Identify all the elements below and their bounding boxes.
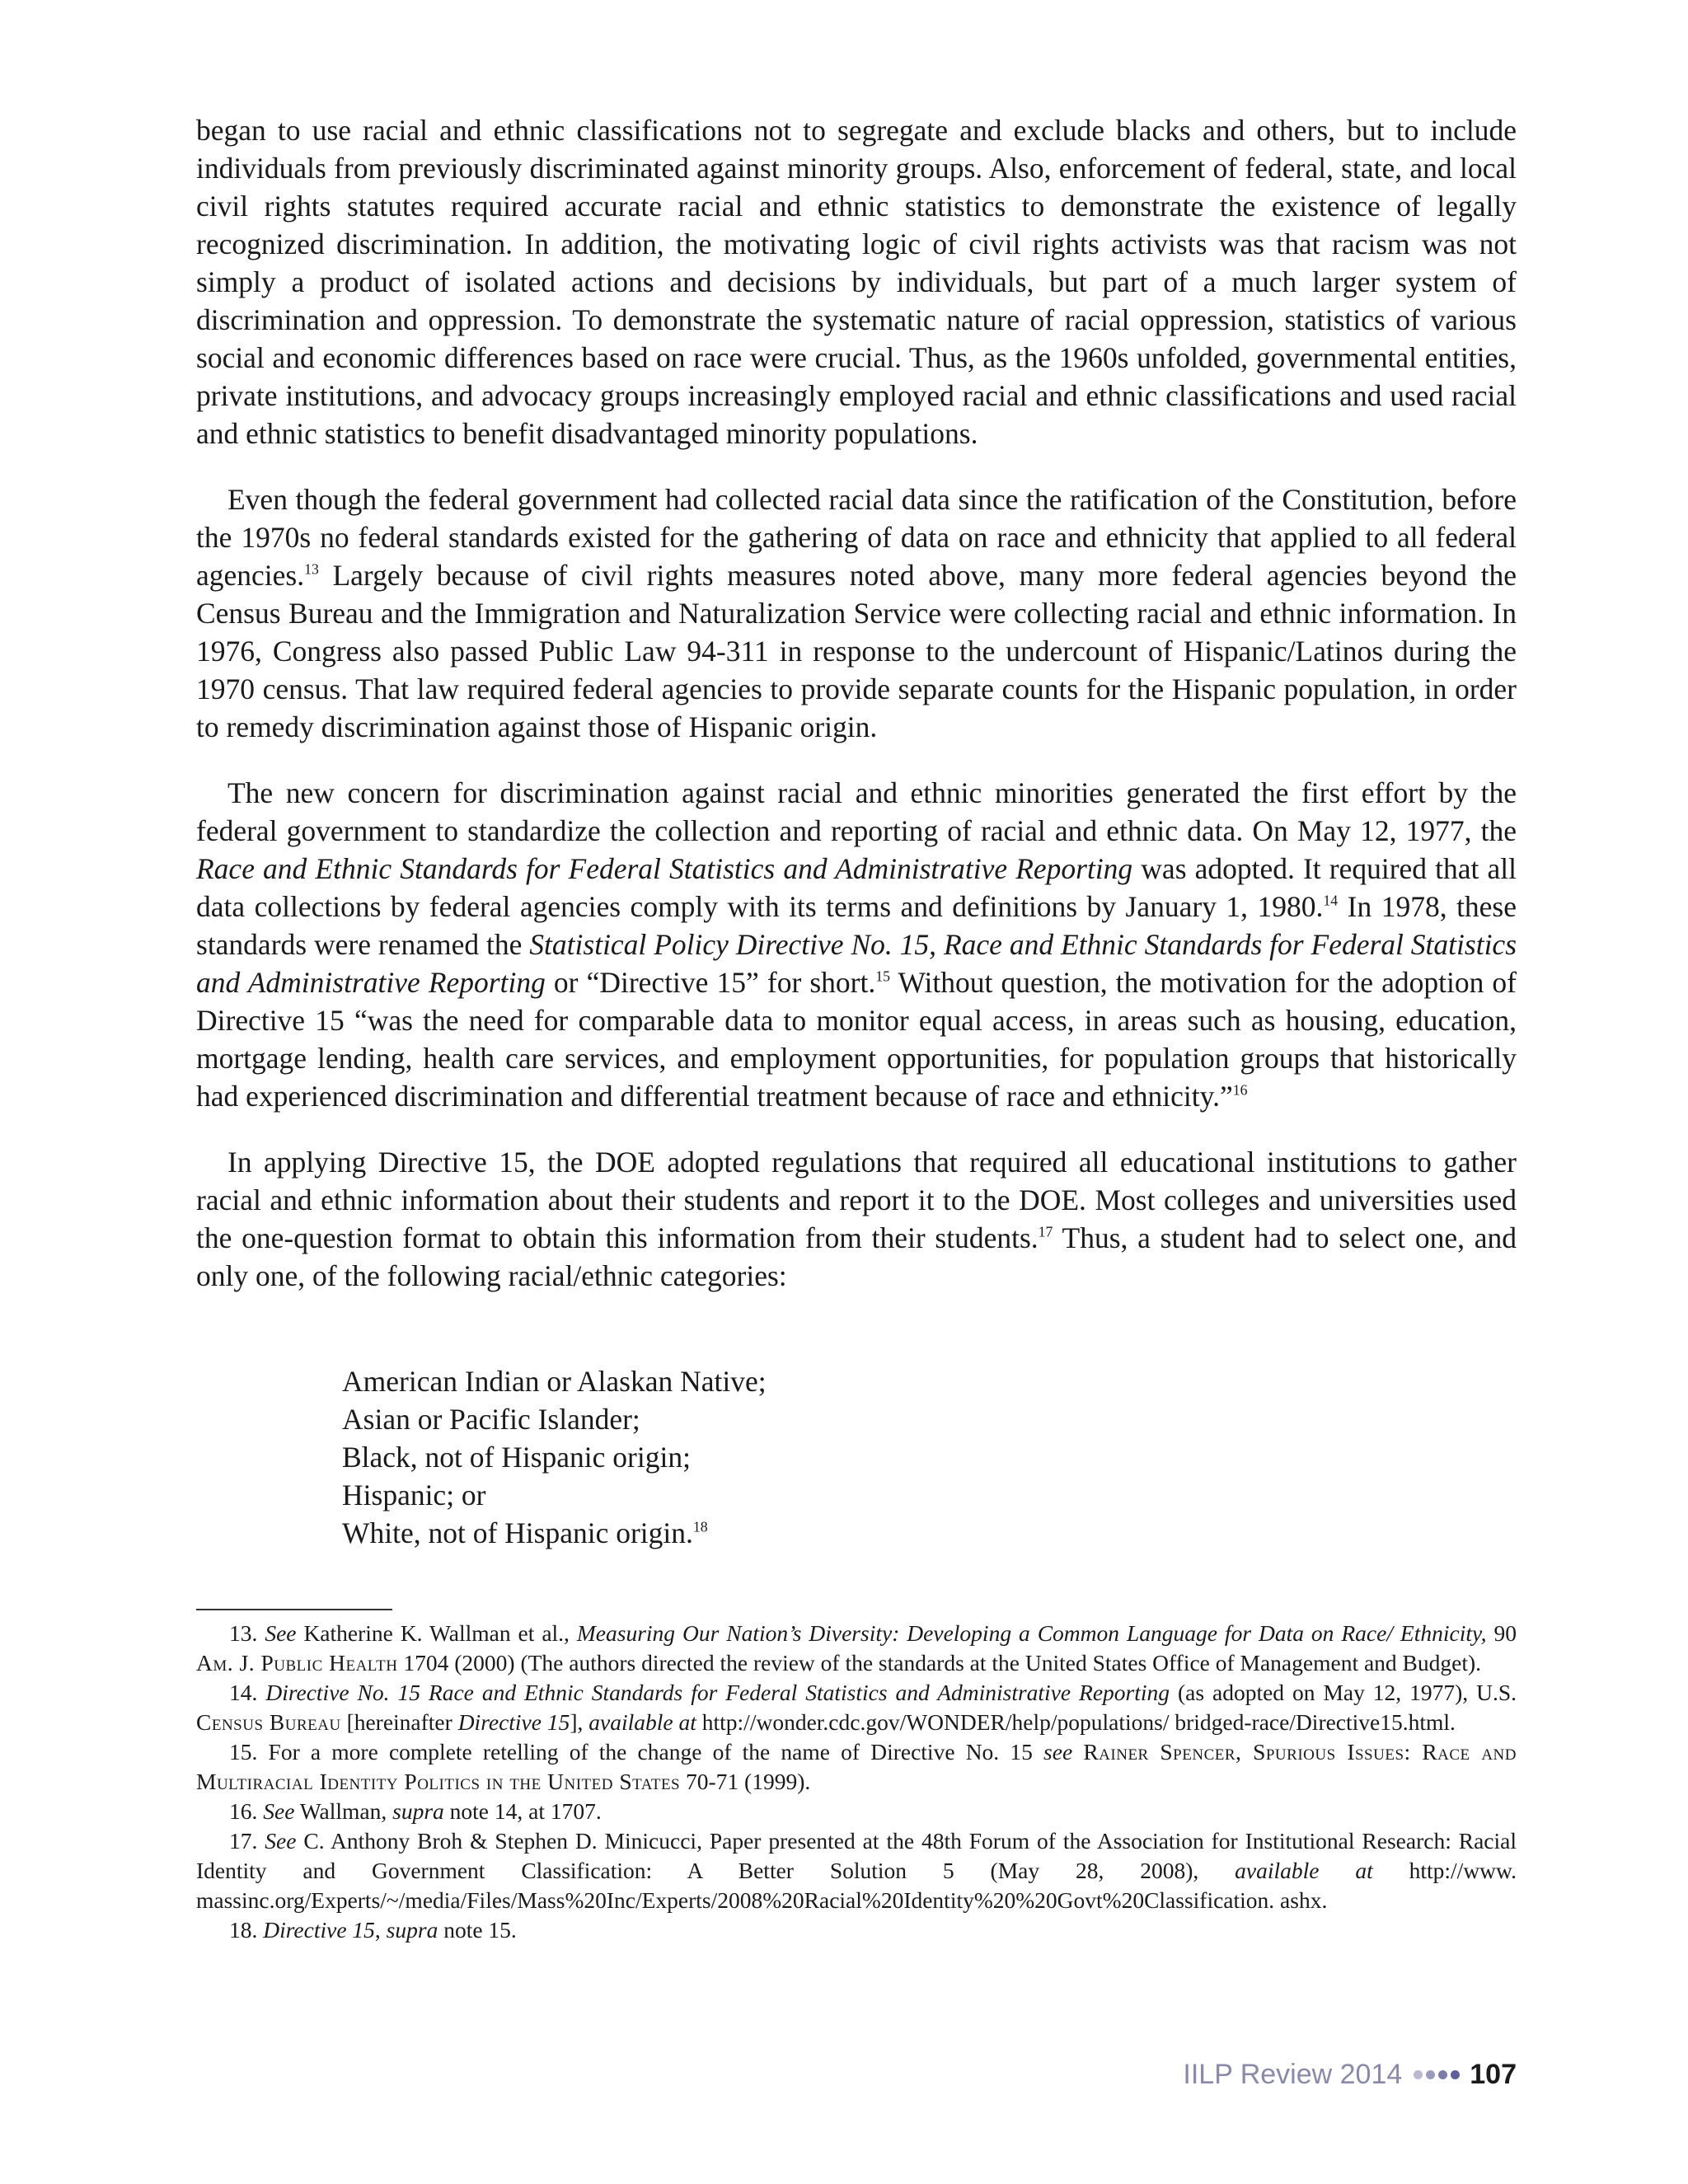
footnote-text: [hereinafter	[340, 1709, 458, 1735]
footnote-17	[196, 1826, 1517, 1915]
signal-available-at: available at	[1235, 1858, 1373, 1883]
category-item: Black, not of Hispanic origin;	[342, 1441, 691, 1474]
signal-see: See	[265, 1828, 297, 1854]
category-item: Hispanic; or	[342, 1479, 486, 1511]
dot-icon	[1414, 2070, 1423, 2079]
category-item: American Indian or Alaskan Native;	[342, 1365, 767, 1398]
footnote-number: 14.	[229, 1680, 266, 1705]
footnote-text: Katherine K. Wallman et al.,	[296, 1620, 577, 1646]
footnote-url[interactable]: http://wonder.cdc.gov/WONDER/help/populations/ bridged-race/Directive15.html.	[696, 1709, 1456, 1735]
footnote-number: 18.	[229, 1917, 264, 1943]
paragraph-3-text-b: was adopted. It required that all data collections by federal agencies comply with its terms and definitions by January 1, 1980.	[196, 852, 1517, 923]
article-title: Measuring Our Nation’s Diversity: Developing a Common Language for Data on Race/ Ethnicity,	[576, 1620, 1487, 1646]
signal-supra: supra	[392, 1798, 444, 1824]
footnote-ref-13[interactable]: 13	[304, 560, 319, 578]
footnote-text: note 14, at 1707.	[443, 1798, 602, 1824]
short-title: Directive 15	[457, 1709, 570, 1735]
signal-see: see	[1043, 1739, 1073, 1765]
document-title: Directive No. 15 Race and Ethnic Standards for Federal Statistics and Administrative Reporting	[265, 1680, 1170, 1705]
footnote-text: ],	[570, 1709, 589, 1735]
footnote-ref-14[interactable]: 14	[1323, 892, 1339, 909]
footnote-text: For a more complete retelling of the change of the name of Directive No. 15	[268, 1739, 1044, 1765]
category-item: Asian or Pacific Islander;	[342, 1403, 640, 1436]
footnote-ref-17[interactable]: 17	[1038, 1223, 1053, 1240]
footnote-ref-18[interactable]: 18	[692, 1518, 708, 1535]
footnote-number: 17.	[229, 1828, 265, 1854]
paragraph-4-text-a: In applying Directive 15, the DOE adopted regulations that required all educational institutions to gather racial and ethnic information about their students and report it to the DOE. Most colleges and universities used the one-question format to obtain this information from their students.	[196, 1146, 1517, 1254]
paragraph-3-text-d: or “Directive 15” for short.	[545, 966, 876, 999]
signal-available-at: available at	[588, 1709, 696, 1735]
paragraph-3-title-2: Statistical Policy Directive No. 15, Race and Ethnic Standards for Federal Statistics and Administrative Reporting	[196, 928, 1517, 999]
footnote-text: 90	[1486, 1620, 1517, 1646]
publication-name: IILP Review 2014	[1183, 2059, 1403, 2090]
journal-name: Am. J. Public Health	[196, 1650, 398, 1675]
organization-name: Census Bureau	[196, 1709, 341, 1735]
paragraph-1	[196, 111, 1517, 452]
signal-see: See	[263, 1798, 295, 1824]
dot-icon	[1451, 2070, 1460, 2079]
category-item-text: White, not of Hispanic origin.	[342, 1516, 693, 1549]
dot-icon	[1426, 2070, 1435, 2079]
footnote-number: 15.	[229, 1739, 269, 1765]
footnote-13	[196, 1619, 1517, 1678]
paragraph-4-text-b: Thus, a student had to select one, and only one, of the following racial/ethnic categories:	[196, 1221, 1517, 1292]
footnote-text: ,	[374, 1917, 387, 1943]
footnote-number: 13.	[229, 1620, 265, 1646]
paragraph-2-text-b: Largely because of civil rights measures noted above, many more federal agencies beyond the Census Bureau and the Immigration and Naturalization Service were collecting racial and ethnic information. In 1976, Congress also passed Public Law 94-311 in response to the undercount of Hispanic/Latinos during the 1970 census. That law required federal agencies to provide separate counts for the Hispanic population, in order to remedy discrimination against those of Hispanic origin.	[196, 559, 1517, 743]
footnote-text: C. Anthony Broh & Stephen D. Minicucci, Paper presented at the 48th Forum of the Association for Institutional Research: Racial Identity and Government Classification: A Better Solution 5 (May 28, 2008),	[196, 1828, 1517, 1883]
footnote-18	[196, 1915, 1517, 1945]
paragraph-3-text-a: The new concern for discrimination against racial and ethnic minorities generated the first effort by the federal government to standardize the collection and reporting of racial and ethnic data. On May 12, 1977, the	[196, 776, 1517, 847]
paragraph-3-title-1: Race and Ethnic Standards for Federal Statistics and Administrative Reporting	[196, 852, 1133, 885]
page-footer	[1183, 2059, 1517, 2091]
footnote-ref-16[interactable]: 16	[1232, 1081, 1248, 1099]
paragraph-3-text-e: Without question, the motivation for the adoption of Directive 15 “was the need for comparable data to monitor equal access, in areas such as housing, education, mortgage lending, health care services, and employment opportunities, for population groups that historically had experienced discrimination and differential treatment because of race and ethnicity.”	[196, 966, 1517, 1113]
footnote-text: note 15.	[438, 1917, 517, 1943]
category-item-last	[342, 1514, 767, 1552]
footnote-number: 16.	[229, 1798, 264, 1824]
paragraph-3	[196, 774, 1517, 1115]
paragraph-1-text: began to use racial and ethnic classifications not to segregate and exclude blacks and others, but to include individuals from previously discriminated against minority groups. Also, enforcement of federal, state, and local civil rights statutes required accurate racial and ethnic statistics to demonstrate the existence of legally recognized discrimination. In addition, the motivating logic of civil rights activists was that racism was not simply a product of isolated actions and decisions by individuals, but part of a much larger system of discrimination and oppression. To demonstrate the systematic nature of racial oppression, statistics of various social and economic differences based on race were crucial. Thus, as the 1960s unfolded, governmental entities, private institutions, and advocacy groups increasingly employed racial and ethnic classifications and used racial and ethnic statistics to benefit disadvantaged minority populations.	[196, 114, 1517, 450]
paragraph-2	[196, 480, 1517, 746]
footnote-text: Wallman,	[294, 1798, 393, 1824]
category-list	[342, 1362, 767, 1552]
footnote-text	[1072, 1739, 1083, 1765]
signal-supra: supra	[386, 1917, 438, 1943]
book-title: Rainer Spencer, Spurious Issues: Race and Multiracial Identity Politics in the United States	[196, 1739, 1517, 1794]
footnote-text: (as adopted on May 12, 1977), U.S.	[1170, 1680, 1517, 1705]
page-number: 107	[1470, 2059, 1517, 2090]
footnote-text: 1704 (2000) (The authors directed the review of the standards at the United States Office of Management and Budget).	[397, 1650, 1482, 1675]
footnotes	[196, 1619, 1517, 1945]
footer-dots-icon	[1414, 2070, 1460, 2079]
footnote-ref-15[interactable]: 15	[875, 968, 890, 985]
footnote-separator	[196, 1609, 392, 1610]
footnote-15	[196, 1737, 1517, 1797]
footnote-16	[196, 1797, 1517, 1826]
footnote-text: 70-71 (1999).	[680, 1769, 811, 1794]
dot-icon	[1438, 2070, 1447, 2079]
footnote-url[interactable]: http://www. massinc.org/Experts/~/media/Files/Mass%20Inc/Experts/2008%20Racial%20Identity%20%20Govt%20Classification. ashx.	[196, 1858, 1517, 1913]
footnote-14	[196, 1678, 1517, 1737]
paragraph-3-text-c: In 1978, these standards were renamed the	[196, 890, 1517, 961]
signal-see: See	[265, 1620, 297, 1646]
paragraph-2-text-a: Even though the federal government had collected racial data since the ratification of the Constitution, before the 1970s no federal standards existed for the gathering of data on race and ethnicity that applied to all federal agencies.	[196, 483, 1517, 592]
body-text	[196, 111, 1517, 1323]
paragraph-4	[196, 1143, 1517, 1295]
short-title: Directive 15	[263, 1917, 375, 1943]
